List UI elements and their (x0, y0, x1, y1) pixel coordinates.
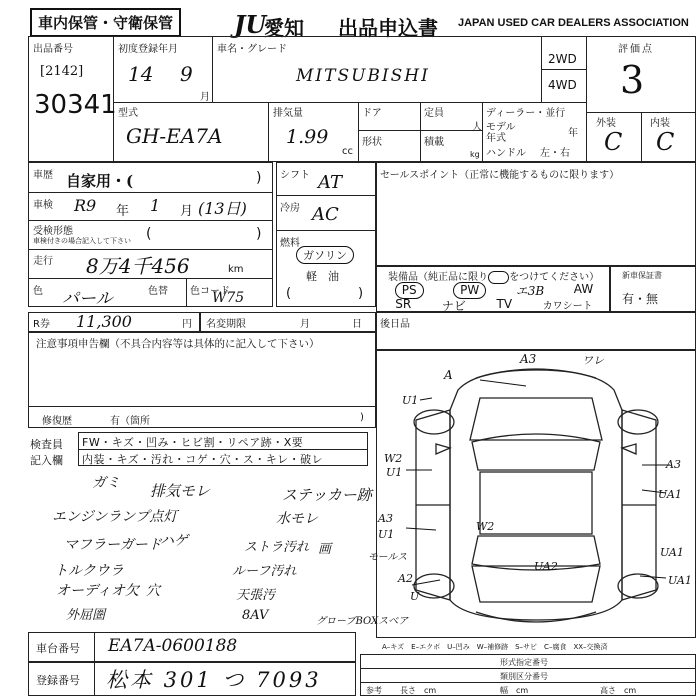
lot-number: 30341 (34, 90, 117, 120)
lot-label: 出品番号 (33, 44, 73, 55)
dmg-u1-left-rear: U1 (378, 528, 395, 541)
drive-2wd: 2WD (548, 52, 577, 66)
dmg-a3-right: A3 (666, 458, 681, 471)
equip-pw: PW (453, 282, 486, 299)
dmg-a-hood: A (444, 368, 453, 382)
first-reg-month-unit: 月 (200, 92, 210, 103)
rating-label: 評価点 (618, 44, 654, 55)
note-8: ストラ汚れ (244, 540, 310, 555)
reference-label: 参考 (366, 686, 382, 695)
fuel-label: 燃料 (280, 238, 300, 249)
dmg-a2-rear: A2 (398, 572, 413, 585)
recycle-unit: 円 (182, 319, 192, 330)
load-label: 積載 (424, 137, 444, 148)
shape-label: 形状 (362, 137, 382, 148)
note-9: 画 (318, 542, 332, 557)
checker-row-1: FW・キズ・凹み・ヒビ割・リペア跡・X要 (82, 436, 304, 449)
inspection-year-unit: 年 (116, 204, 130, 219)
equip-aw: AW (573, 282, 594, 296)
chassis-label: 車台番号 (36, 642, 80, 655)
repair-label: 修復歴 (42, 416, 72, 427)
dmg-u-rear: U (410, 590, 420, 603)
dmg-u1-left: U1 (386, 466, 403, 479)
repair-close: ) (360, 412, 364, 423)
doors-label: ドア (362, 108, 382, 119)
note-2: 排気モレ (150, 482, 211, 500)
checker-row-2: 内装・キズ・汚れ・コゲ・穴・ス・キレ・破レ (82, 453, 324, 466)
capacity-unit: 人 (472, 122, 482, 133)
color-change-label: 色替 (148, 286, 168, 297)
ju-logo: JU (234, 10, 267, 39)
note-7: ハゲ (160, 533, 188, 549)
model-label: 型式 (118, 108, 138, 119)
later-items-box (376, 312, 696, 350)
length-label: 長さ cm (400, 686, 437, 695)
interior-label: 内装 (650, 118, 670, 129)
exterior-grade: C (604, 128, 623, 156)
note-15: 外屈圏 (66, 608, 106, 623)
inspection-month-unit: 月 (180, 204, 194, 219)
checker-label-2: 記入欄 (30, 454, 63, 467)
fuel-paren-open: ( (286, 286, 292, 301)
damage-legend: A–キズ E–エクボ U–凹み W–補修跡 S–サビ C–腐食 XX–交換済 (382, 643, 608, 651)
name-change-label: 名変期限 (206, 319, 246, 330)
capacity-label: 定員 (424, 108, 444, 119)
year-label: 年式 (486, 133, 506, 144)
dmg-crack-top: ワレ (582, 354, 604, 367)
equipment-label: 装備品（純正品に限り をつけてください） (388, 272, 600, 283)
note-5: 水モレ (276, 511, 318, 527)
doc-title: 出品申込書 (338, 16, 438, 40)
plate-label: 登録番号 (36, 674, 80, 687)
displacement-value: 1.99 (286, 126, 329, 148)
equip-seat: カワシート (542, 301, 593, 312)
dealer-label: ディーラー・並行 (486, 108, 566, 119)
shift-value: AT (318, 172, 343, 193)
dmg-a3-left-rear: A3 (378, 512, 393, 525)
checker-label-1: 検査員 (30, 438, 63, 451)
displacement-label: 排気量 (273, 108, 303, 119)
note-11: ルーフ汚れ (232, 564, 297, 579)
sales-point-label: セールスポイント（正常に機能するものに限ります） (380, 170, 620, 181)
mileage-value: 8万4千456 (86, 254, 190, 278)
equip-abs: エ3B (515, 284, 545, 298)
org-name: 愛知 (264, 16, 304, 40)
receive-open: ( (146, 226, 152, 242)
note-4: エンジンランプ点灯 (52, 509, 178, 525)
inspection-month: 1 (150, 196, 161, 215)
history-label: 車歴 (33, 170, 53, 181)
warranty-options: 有・無 (622, 292, 659, 306)
model-sub-label: モデル (486, 122, 516, 133)
fuel-diesel: 軽 油 (306, 270, 339, 283)
cooling-value: AC (312, 204, 339, 225)
handle-label: ハンドル (486, 148, 526, 159)
recycle-label: R券 (33, 319, 50, 330)
displacement-unit: cc (342, 146, 353, 157)
height-label: 高さ cm (600, 686, 637, 695)
note-10: トルクウラ (54, 563, 124, 579)
note-16: 8AV (242, 608, 269, 623)
dmg-mold: モールス (368, 552, 408, 563)
handle-options: 左・右 (540, 148, 570, 159)
receive-label: 受検形態 (33, 226, 73, 237)
chassis-value: EA7A-0600188 (108, 636, 238, 656)
rating-value: 3 (620, 58, 645, 102)
note-13: 穴 (146, 583, 160, 599)
note-14: 天張汚 (236, 588, 276, 603)
load-unit: kg (470, 150, 480, 159)
inspection-era: R9 (74, 196, 97, 215)
inspection-day: (13日) (198, 199, 247, 218)
form-number-label: 形式指定番号 (500, 658, 548, 667)
dmg-ua1-rear-corner: UA1 (668, 574, 692, 587)
color-code-value: W75 (212, 290, 245, 306)
drive-4wd: 4WD (548, 78, 577, 92)
receive-note: 車検付きの場合記入して下さい (33, 237, 131, 245)
name-change-day: 日 (352, 319, 362, 330)
section-title: 車内保管・守衛保管 (30, 8, 181, 37)
later-items-label: 後日品 (380, 319, 410, 330)
mileage-unit: km (228, 264, 244, 275)
receive-close: ) (256, 226, 262, 242)
warranty-label: 新車保証書 (622, 271, 662, 280)
equip-navi: ナビ (441, 299, 466, 313)
note-12: オーディオ欠 (56, 583, 139, 599)
dmg-w2-left: W2 (384, 452, 403, 465)
car-diagram (376, 350, 696, 638)
remarks-label: 注意事項申告欄（不具合内容等は具体的に記入して下さい） (36, 338, 320, 350)
year-unit: 年 (568, 128, 578, 139)
equip-tv: TV (496, 297, 513, 311)
note-17: グローブBOXスベア (316, 616, 409, 627)
dmg-ua1-right: UA1 (658, 488, 682, 501)
inspection-label: 車検 (33, 200, 53, 211)
fuel-gasoline: ガソリン (296, 246, 354, 264)
recycle-value: 11,300 (76, 312, 132, 331)
note-6: マフラーガード (64, 537, 162, 553)
dmg-a3-top: A3 (520, 352, 537, 366)
model-value: GH-EA7A (126, 124, 223, 148)
shift-label: シフト (280, 170, 310, 181)
equip-ps: PS (395, 282, 424, 299)
exterior-label: 外装 (596, 118, 616, 129)
plate-value: 松本 301 つ 7093 (106, 668, 322, 692)
car-name-label: 車名・グレード (217, 44, 287, 55)
dmg-u1-left-front: U1 (402, 394, 419, 407)
color-label: 色 (33, 286, 43, 297)
dmg-ua2-trunk: UA2 (534, 560, 558, 573)
width-label: 幅 cm (500, 686, 529, 695)
note-1: ガミ (92, 475, 120, 491)
equip-sr: SR (395, 297, 412, 311)
first-reg-label: 初度登録年月 (118, 44, 178, 55)
color-code-label: 色コード (190, 286, 230, 297)
class-number-label: 類別区分番号 (500, 672, 548, 681)
mileage-label: 走行 (33, 256, 53, 267)
history-close: ) (256, 170, 262, 186)
assoc-name: JAPAN USED CAR DEALERS ASSOCIATION (458, 17, 689, 29)
color-value: パール (62, 289, 113, 309)
note-3: ステッカー跡 (282, 486, 372, 504)
first-reg-month: 9 (180, 62, 193, 86)
cooling-label: 冷房 (280, 203, 300, 214)
dmg-w2-center: W2 (476, 520, 495, 533)
repair-value: 有（箇所 (110, 416, 150, 427)
interior-grade: C (656, 128, 675, 156)
name-change-month: 月 (300, 319, 310, 330)
first-reg-year: 14 (128, 62, 154, 86)
car-name-value: MITSUBISHI (296, 66, 430, 86)
history-value: 自家用・( (66, 172, 134, 190)
dmg-ua1-right-rear: UA1 (660, 546, 684, 559)
fuel-paren-close: ) (358, 286, 364, 301)
lot-sub-number: [2142] (40, 64, 84, 79)
